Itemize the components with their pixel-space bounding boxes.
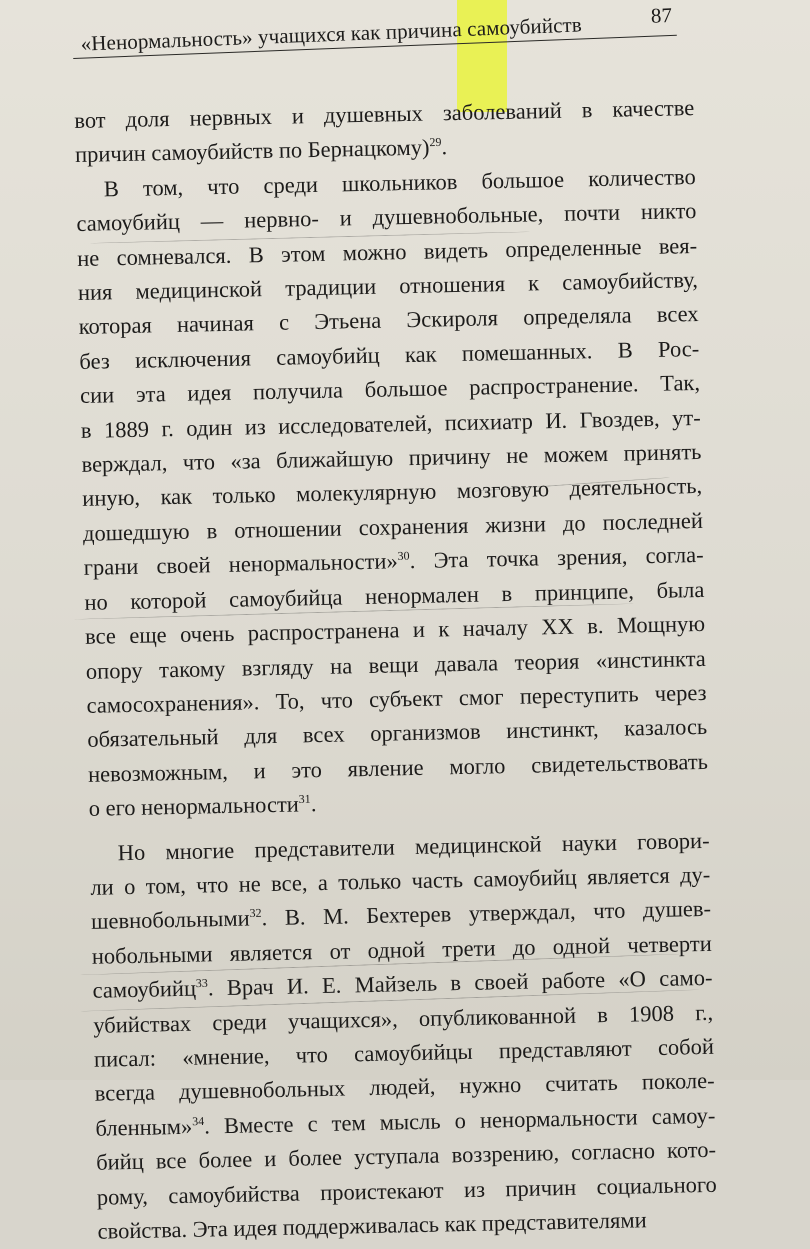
footnote-ref[interactable]: 34 — [191, 1113, 205, 1129]
footnote-ref[interactable]: 29 — [429, 135, 442, 150]
running-title: «Ненормальность» учащихся как причина самоубийств — [80, 12, 583, 56]
footnote-ref[interactable]: 33 — [195, 976, 208, 991]
line-text: нобольными является от одной трети до одной четверти — [91, 930, 712, 969]
line-text: о его ненормальности — [88, 791, 300, 821]
footnote-ref[interactable]: 31 — [298, 791, 311, 807]
line-text: все еще очень распространена и к началу XX в. Мощную — [84, 610, 706, 649]
line-text: иную, как только молекулярную мозговую деятельность, — [82, 473, 703, 512]
line-text: без исключения самоубийц как помешанных. В Рос- — [79, 335, 700, 374]
line-text: Но многие представители медицинской науки говори- — [117, 827, 710, 865]
line-text-after: . Эта точка зрения, согла- — [409, 542, 704, 574]
line-text: дошедшую в отношении сохранения жизни до последней — [82, 507, 704, 546]
line-text: обязательный для всех организмов инстинкт, казалось — [87, 714, 708, 753]
line-text-after: . В. М. Бехтерев утверждал, что душев- — [261, 896, 712, 931]
line-text: грани своей ненормальности» — [83, 548, 398, 581]
line-text-after: . — [441, 134, 448, 160]
line-text: рому, самоубийства проистекают из причин социального — [96, 1171, 718, 1210]
line-text: невозможным, и это явление могло свидетельствовать — [87, 748, 709, 787]
line-text: самоубийц — нервно- и душевнобольные, почти никто — [76, 198, 697, 237]
line-text: сии эта идея получила большое распространение. Так, — [79, 370, 701, 409]
line-text: ли о том, что не все, а только часть самоубийц является ду- — [90, 861, 711, 900]
line-text-after: . — [310, 791, 317, 817]
page-number: 87 — [650, 2, 673, 28]
line-text: опору такому взгляду на вещи давала теория «инстинкта — [85, 645, 707, 684]
line-text: бийц все более и более уступала воззрению, согласно кото- — [95, 1136, 717, 1175]
line-text: всегда душевнобольных людей, нужно считать поколе- — [94, 1068, 715, 1107]
line-text: причин самоубийств по Бернацкому) — [74, 134, 430, 168]
line-text: не сомневался. В этом можно видеть определенные вея- — [76, 232, 698, 271]
line-text: вот доля нервных и душевных заболеваний в качестве — [74, 95, 695, 133]
line-text: убийствах среди учащихся», опубликованной в 1908 г., — [93, 999, 714, 1038]
line-text: верждал, что «за ближайшую причину не можем принять — [81, 439, 702, 477]
footnote-ref[interactable]: 30 — [397, 548, 410, 564]
line-text: самосохранения». То, что субъект смог переступить через — [86, 679, 707, 718]
line-text: шевнобольными — [90, 905, 250, 935]
line-text: свойства. Эта идея поддерживалась как представителями — [97, 1207, 647, 1244]
line-text-after: . Врач И. Е. Майзель в своей работе «О само- — [207, 964, 713, 1001]
line-text: которая начиная с Этьена Эскироля определяла всех — [78, 301, 699, 340]
line-text: бленным» — [95, 1113, 193, 1141]
line-text: ния медицинской традиции отношения к самоубийству, — [77, 267, 699, 305]
line-text: писал: «мнение, что самоубийцы представляют собой — [93, 1033, 715, 1072]
line-text: самоубийц — [92, 975, 197, 1003]
footnote-ref[interactable]: 32 — [249, 906, 262, 921]
line-text: в 1889 г. один из исследователей, психиатр И. Гвоздев, ут- — [80, 404, 701, 443]
line-text: В том, что среди школьников большое количество — [103, 163, 696, 202]
running-header — [72, 2, 682, 56]
body-text — [74, 91, 718, 1249]
line-text: но которой самоубийца ненормален в принципе, была — [84, 576, 705, 615]
line-text-after: . Вместе с тем мысль о ненормальности самоу- — [203, 1102, 716, 1139]
